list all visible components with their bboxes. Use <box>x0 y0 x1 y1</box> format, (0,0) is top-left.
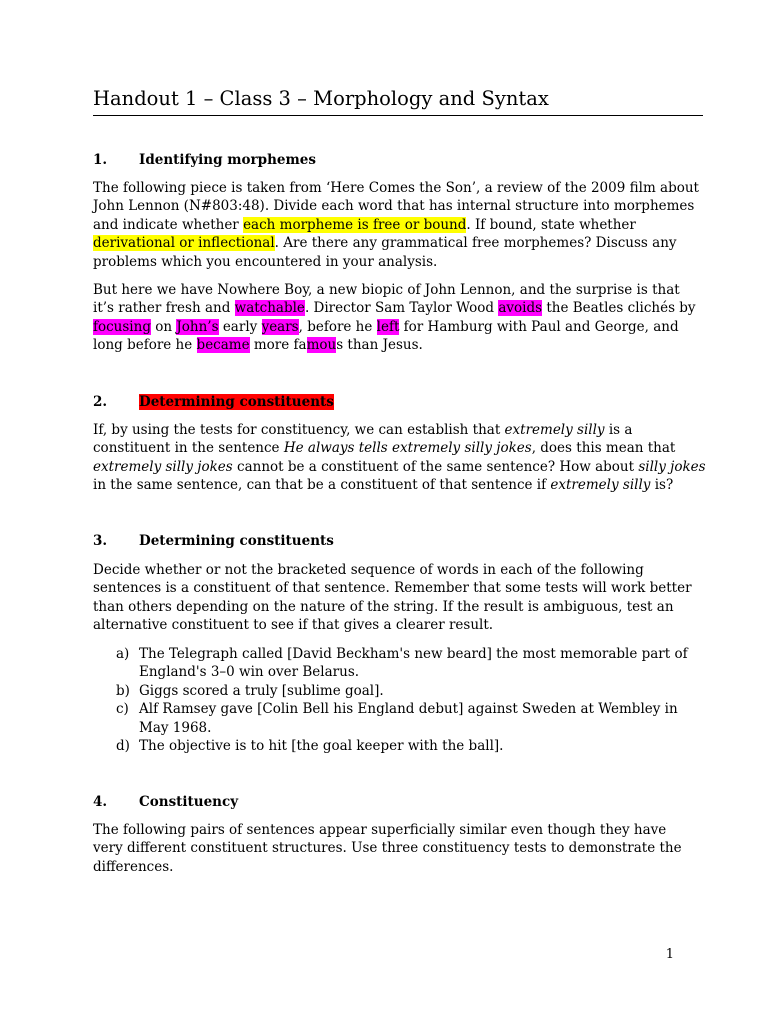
text-span: long before he <box>93 337 197 354</box>
text-span: is a <box>604 422 633 438</box>
text-line <box>93 439 676 457</box>
text-span: on <box>150 318 177 335</box>
italic-text: extremely silly <box>550 477 651 494</box>
section-number: 2. <box>93 394 108 410</box>
magenta-highlight: became <box>196 337 250 354</box>
list-marker: c) <box>116 701 129 718</box>
text-span: in the same sentence, can that be a constituent of that sentence if <box>93 477 551 494</box>
italic-text: He always tells extremely silly jokes <box>283 440 532 457</box>
page-number: 1 <box>665 947 674 962</box>
text-line <box>93 458 706 476</box>
text-span: the Beatles clichés by <box>542 300 696 317</box>
yellow-highlight: each morpheme is free or bound <box>243 216 467 233</box>
italic-text: extremely silly <box>504 422 605 438</box>
magenta-highlight: watchable <box>234 300 305 317</box>
text-span: If, by using the tests for constituency, we can establish that <box>93 422 505 438</box>
text-line: The Telegraph called [David Beckham's new beard] the most memorable part of <box>139 646 688 662</box>
section-number: 1. <box>93 152 108 168</box>
text-span: , does this mean that <box>531 440 676 457</box>
magenta-highlight: focusing <box>93 318 151 335</box>
text-line: May 1968. <box>139 719 212 736</box>
text-line: alternative constituent to see if that gives a clearer result. <box>93 617 494 634</box>
example-list <box>116 645 688 755</box>
section-3-paragraph <box>93 561 692 635</box>
text-line <box>93 336 653 354</box>
magenta-highlight: avoids <box>498 300 543 317</box>
text-line: Decide whether or not the bracketed sequence of words in each of the following <box>93 562 644 578</box>
magenta-highlight: left <box>376 318 400 335</box>
text-line: sentences is a constituent of that sentence. Remember that some tests will work better <box>93 580 692 597</box>
red-highlight-section-title: Determining constituents <box>139 394 334 410</box>
text-line: The following piece is taken from ‘Here Comes the Son’, a review of the 2009 film about <box>93 180 699 196</box>
section-number: 3. <box>93 533 108 549</box>
section-4-paragraph <box>93 821 682 876</box>
text-span: is? <box>650 477 674 494</box>
text-line: The following pairs of sentences appear superficially similar even though they have <box>93 822 667 838</box>
italic-text: extremely silly jokes <box>93 458 233 475</box>
text-span: more fa <box>249 337 307 354</box>
text-line: differences. <box>93 858 174 875</box>
italic-text: silly jokes <box>638 458 706 475</box>
text-span: and indicate whether <box>93 216 244 233</box>
section-1-paragraph-2 <box>93 281 696 355</box>
list-item <box>116 682 688 700</box>
text-line: But here we have Nowhere Boy, a new biopic of John Lennon, and the surprise is that <box>93 282 680 298</box>
text-line <box>93 318 679 336</box>
text-span: it’s rather fresh and <box>93 300 235 317</box>
section-3-heading <box>93 532 334 550</box>
section-number: 4. <box>93 794 108 810</box>
section-title: Determining constituents <box>139 533 334 549</box>
text-line: very different constituent structures. Use three constituency tests to demonstrate the <box>93 840 682 857</box>
text-line: than others depending on the nature of the string. If the result is ambiguous, test an <box>93 598 674 615</box>
text-line: John Lennon (N#803:48). Divide each word that has internal structure into morphemes <box>93 198 695 215</box>
section-title: Constituency <box>139 794 239 810</box>
text-span: . If bound, state whether <box>466 216 636 233</box>
list-marker: b) <box>116 682 130 699</box>
text-span: , before he <box>298 318 377 335</box>
text-line: Giggs scored a truly [sublime goal]. <box>139 682 384 699</box>
list-item <box>116 737 688 755</box>
text-line: Alf Ramsey gave [Colin Bell his England debut] against Sweden at Wembley in <box>139 701 678 718</box>
text-line <box>93 234 677 252</box>
list-item <box>116 700 688 737</box>
text-line: problems which you encountered in your analysis. <box>93 253 438 270</box>
section-title: Identifying morphemes <box>139 152 316 168</box>
list-marker: a) <box>116 646 130 662</box>
text-span: constituent in the sentence <box>93 440 284 457</box>
section-4-heading <box>93 793 238 811</box>
magenta-highlight: John’s <box>176 318 219 335</box>
text-span: . Director Sam Taylor Wood <box>304 300 499 317</box>
section-1-heading <box>93 151 316 169</box>
list-item <box>116 645 688 682</box>
section-1-paragraph-1 <box>93 179 699 271</box>
text-span: early <box>218 318 262 335</box>
magenta-highlight: years <box>261 318 299 335</box>
text-span: . Are there any grammatical free morphemes? Discuss any <box>274 235 677 252</box>
text-span: for Hamburg with Paul and George, and <box>399 318 679 335</box>
text-line: The objective is to hit [the goal keeper with the ball]. <box>139 738 504 755</box>
text-line <box>93 216 653 234</box>
section-2-paragraph <box>93 421 706 495</box>
text-span: s than Jesus. <box>336 337 423 354</box>
yellow-highlight: derivational or inflectional <box>93 235 275 252</box>
text-line <box>93 299 696 317</box>
text-line <box>93 421 653 439</box>
section-2-heading <box>93 393 334 411</box>
list-marker: d) <box>116 738 130 755</box>
text-line: England's 3–0 win over Belarus. <box>139 664 360 681</box>
text-line <box>93 476 674 494</box>
page-title: Handout 1 – Class 3 – Morphology and Syntax <box>93 86 703 116</box>
text-span: cannot be a constituent of the same sentence? How about <box>232 458 639 475</box>
magenta-highlight: mou <box>306 337 337 354</box>
